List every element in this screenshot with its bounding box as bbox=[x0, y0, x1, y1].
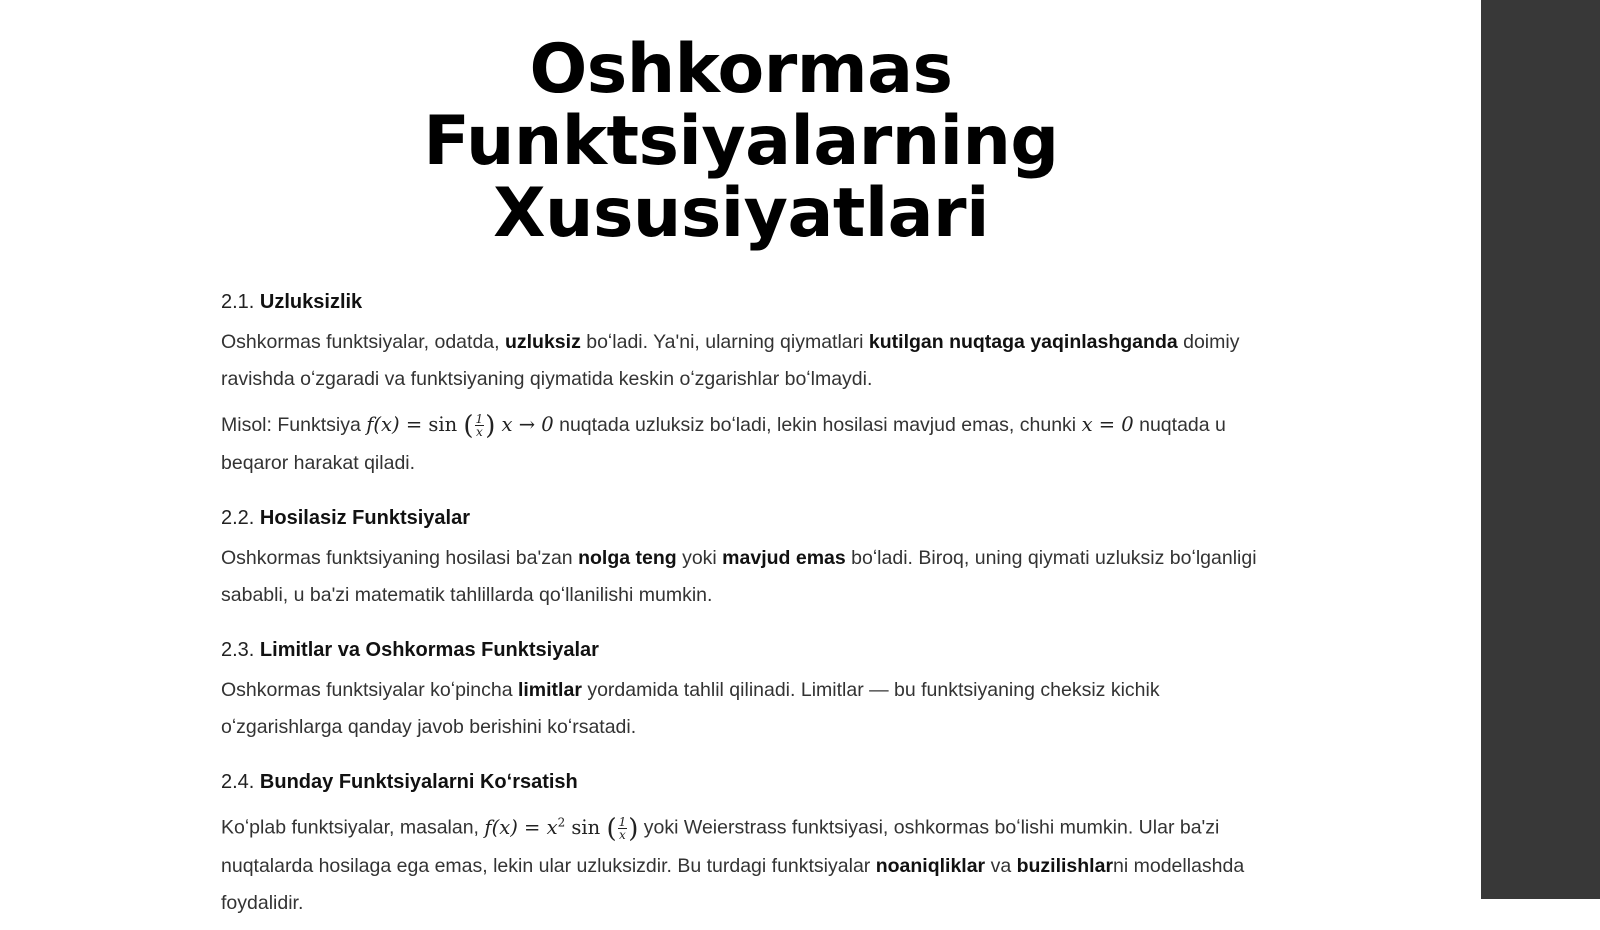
section-title: Limitlar va Oshkormas Funktsiyalar bbox=[259, 639, 599, 661]
math-exponent: 2 bbox=[557, 815, 566, 829]
text: nuqtada uzluksiz boʻladi, lekin hosilasi mavjud emas, chunki bbox=[553, 414, 1082, 436]
bold-term: buzilishlar bbox=[1016, 854, 1114, 877]
section-uzluksizlik bbox=[221, 288, 1261, 482]
bold-term: nolga teng bbox=[578, 547, 677, 569]
paragraph bbox=[221, 540, 1261, 614]
section-number: 2.4. bbox=[221, 771, 255, 793]
section-title: Hosilasiz Funktsiyalar bbox=[259, 507, 470, 529]
section-title: Uzluksizlik bbox=[259, 291, 363, 313]
fraction-numerator: 1 bbox=[618, 814, 627, 829]
math-sin: sin bbox=[428, 413, 458, 436]
section-title: Bunday Funktsiyalarni Koʻrsatish bbox=[259, 771, 578, 793]
dark-side-panel bbox=[1481, 0, 1600, 899]
text: yoki bbox=[676, 547, 723, 569]
math-tail: x → 0 bbox=[495, 413, 554, 436]
bold-term: noaniqliklar bbox=[875, 854, 986, 877]
text: va bbox=[985, 854, 1017, 877]
math-sin: sin bbox=[565, 815, 601, 839]
math-fraction bbox=[618, 816, 628, 841]
title-line-1: Oshkormas Funktsiyalarning bbox=[423, 30, 1059, 181]
fraction-denominator: x bbox=[619, 827, 626, 842]
section-hosilasiz bbox=[221, 504, 1261, 614]
section-heading bbox=[221, 768, 1261, 796]
section-limitlar bbox=[221, 636, 1261, 746]
text: Misol: Funktsiya bbox=[221, 414, 367, 436]
math-fraction bbox=[475, 413, 485, 438]
slide-content bbox=[221, 0, 1261, 930]
section-heading bbox=[221, 504, 1261, 532]
text: boʻladi. Biroq, uning qiymati uzluksiz boʻlganligi sababli, u ba'zi matematik tahlillarda qoʻllanilishi mumkin. bbox=[221, 547, 1257, 606]
text: boʻladi. Ya'ni, ularning qiymatlari bbox=[580, 331, 869, 353]
example-paragraph bbox=[221, 406, 1261, 482]
fraction-numerator: 1 bbox=[475, 412, 484, 426]
text: Oshkormas funktsiyalar, odatda, bbox=[221, 331, 505, 353]
bold-term: mavjud emas bbox=[722, 547, 846, 569]
math-lhs: f(x) = bbox=[366, 413, 429, 436]
section-heading bbox=[221, 288, 1261, 316]
text: yordamida tahlil qilinadi. Limitlar — bu funktsiyaning cheksiz kichik oʻzgarishlarga qanday javob berishini koʻrsatadi. bbox=[221, 679, 1160, 738]
math-lhs: f(x) = x bbox=[484, 815, 558, 839]
text: yoki Weierstrass funktsiyasi, oshkormas boʻlishi mumkin. Ular ba'zi nuqtalarda hosilaga ega emas, lekin ular uzluksizdir. Bu turdagi funktsiyalar bbox=[221, 816, 1220, 877]
text: Koʻplab funktsiyalar, masalan, bbox=[221, 816, 485, 839]
section-heading bbox=[221, 636, 1261, 664]
section-number: 2.3. bbox=[221, 639, 255, 661]
math-formula: x = 0 bbox=[1081, 413, 1134, 436]
section-number: 2.1. bbox=[221, 291, 255, 313]
bold-term: kutilgan nuqtaga yaqinlashganda bbox=[868, 331, 1178, 353]
text: ni modellashda foydalidir. bbox=[221, 854, 1245, 914]
section-number: 2.2. bbox=[221, 507, 255, 529]
text: doimiy ravishda oʻzgaradi va funktsiyaning qiymatida keskin oʻzgarishlar boʻlmaydi. bbox=[221, 331, 1240, 390]
bold-term: limitlar bbox=[517, 679, 582, 701]
paragraph bbox=[221, 672, 1261, 746]
section-korsatish bbox=[221, 768, 1261, 922]
fraction-denominator: x bbox=[475, 425, 483, 439]
paragraph bbox=[221, 324, 1261, 398]
text: Oshkormas funktsiyaning hosilasi ba'zan bbox=[221, 547, 579, 569]
bold-term: uzluksiz bbox=[504, 331, 581, 353]
text: nuqtada u beqaror harakat qiladi. bbox=[221, 414, 1226, 474]
text: Oshkormas funktsiyalar koʻpincha bbox=[221, 679, 518, 701]
paragraph bbox=[221, 804, 1261, 922]
page-title bbox=[221, 30, 1261, 253]
math-formula: f(x) = sin ( $\frac{1}{x}$ ) x → 0 bbox=[366, 411, 554, 441]
title-line-2: Xususiyatlari bbox=[493, 174, 989, 253]
math-formula: $f(x) = x^2$ sin ( $\frac{1}{x}$ ) bbox=[484, 813, 639, 844]
